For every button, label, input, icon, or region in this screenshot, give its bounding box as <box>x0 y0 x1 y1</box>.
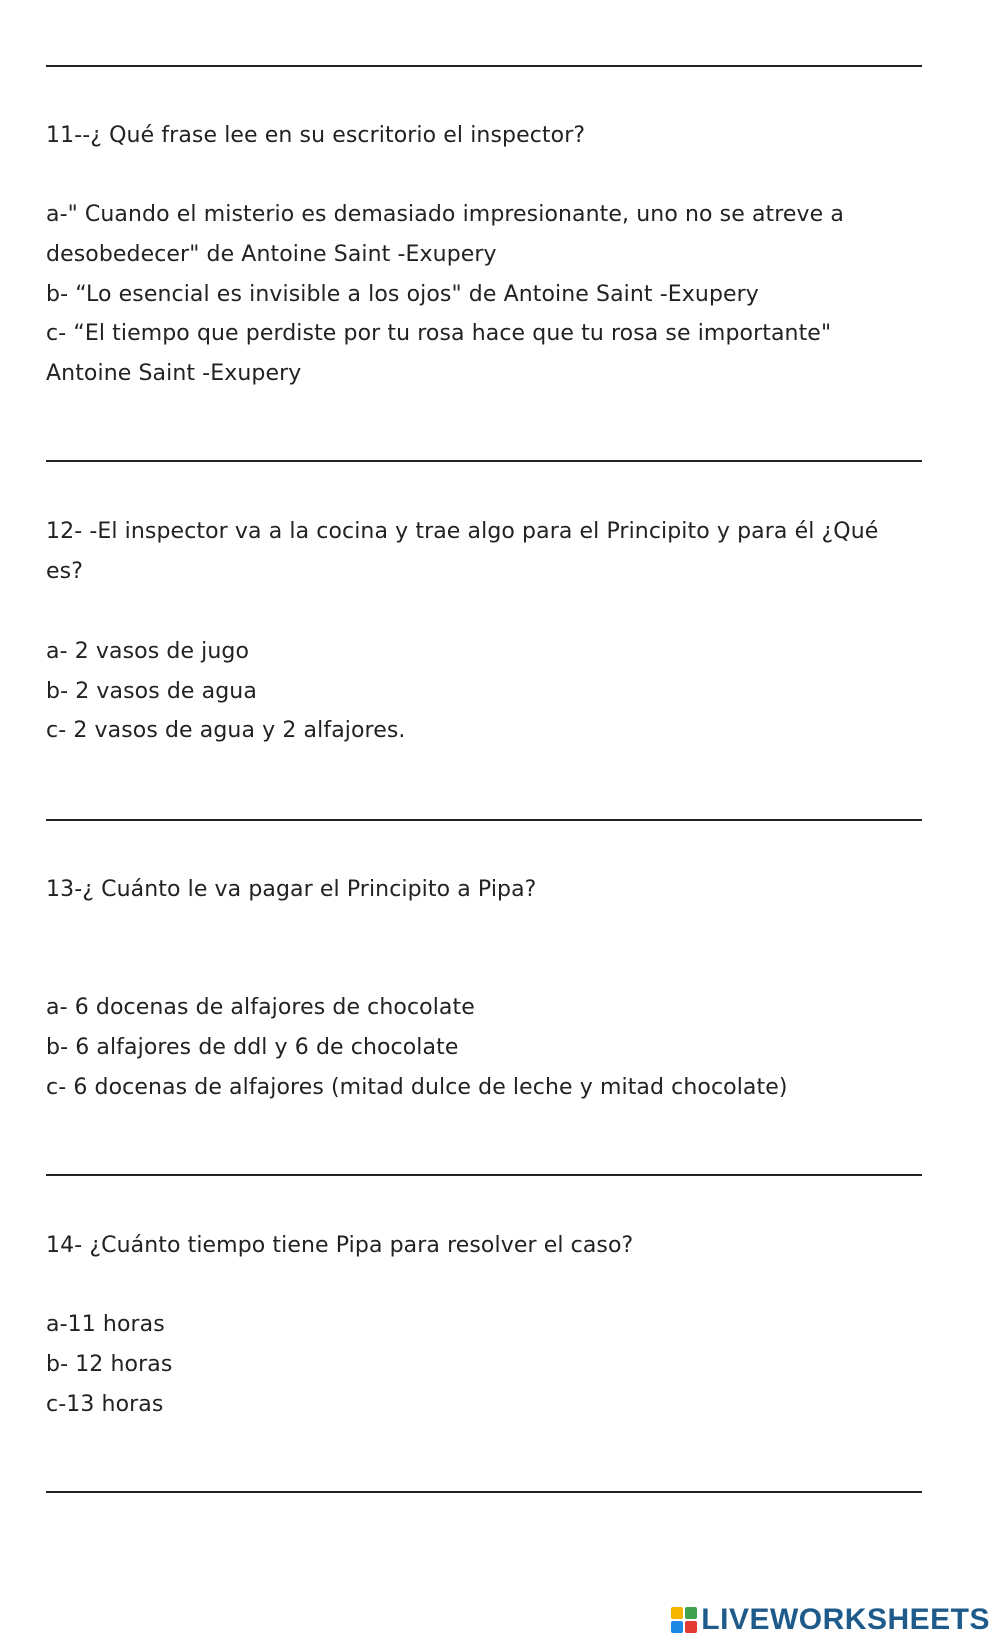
question-13-text: 13-¿ Cuánto le va pagar el Principito a Pipa? <box>46 877 537 902</box>
logo-square <box>685 1607 697 1619</box>
question-11-option-c: c- “El tiempo que perdiste por tu rosa hace que tu rosa se importante" <box>46 321 832 346</box>
question-12-text-cont: es? <box>46 559 83 584</box>
question-12-option-c: c- 2 vasos de agua y 2 alfajores. <box>46 718 406 743</box>
question-12-option-a: a- 2 vasos de jugo <box>46 639 250 664</box>
question-14-option-b: b- 12 horas <box>46 1352 173 1377</box>
question-14-option-a: a-11 horas <box>46 1312 165 1337</box>
logo-square <box>685 1621 697 1633</box>
brand-name: LIVEWORKSHEETS <box>701 1603 990 1636</box>
question-13-option-c: c- 6 docenas de alfajores (mitad dulce de leche y mitad chocolate) <box>46 1075 788 1100</box>
question-11-option-c-cont: Antoine Saint -Exupery <box>46 361 302 386</box>
question-13-option-a: a- 6 docenas de alfajores de chocolate <box>46 995 475 1020</box>
question-12-option-b: b- 2 vasos de agua <box>46 679 257 704</box>
question-13-option-b: b- 6 alfajores de ddl y 6 de chocolate <box>46 1035 459 1060</box>
question-11-option-a-cont: desobedecer" de Antoine Saint -Exupery <box>46 242 497 267</box>
liveworksheets-brand <box>671 1603 990 1637</box>
question-12-text: 12- -El inspector va a la cocina y trae algo para el Principito y para él ¿Qué <box>46 519 879 544</box>
divider-line <box>46 460 922 462</box>
divider-line <box>46 1174 922 1176</box>
logo-square <box>671 1621 683 1633</box>
question-11-option-a: a-" Cuando el misterio es demasiado impresionante, uno no se atreve a <box>46 202 844 227</box>
divider-line <box>46 65 922 67</box>
question-14-text: 14- ¿Cuánto tiempo tiene Pipa para resolver el caso? <box>46 1233 634 1258</box>
question-11-text: 11--¿ Qué frase lee en su escritorio el inspector? <box>46 123 586 148</box>
divider-line <box>46 1491 922 1493</box>
liveworksheets-logo-icon <box>671 1607 697 1633</box>
question-14-option-c: c-13 horas <box>46 1392 164 1417</box>
divider-line <box>46 819 922 821</box>
logo-square <box>671 1607 683 1619</box>
question-11-option-b: b- “Lo esencial es invisible a los ojos" de Antoine Saint -Exupery <box>46 282 759 307</box>
